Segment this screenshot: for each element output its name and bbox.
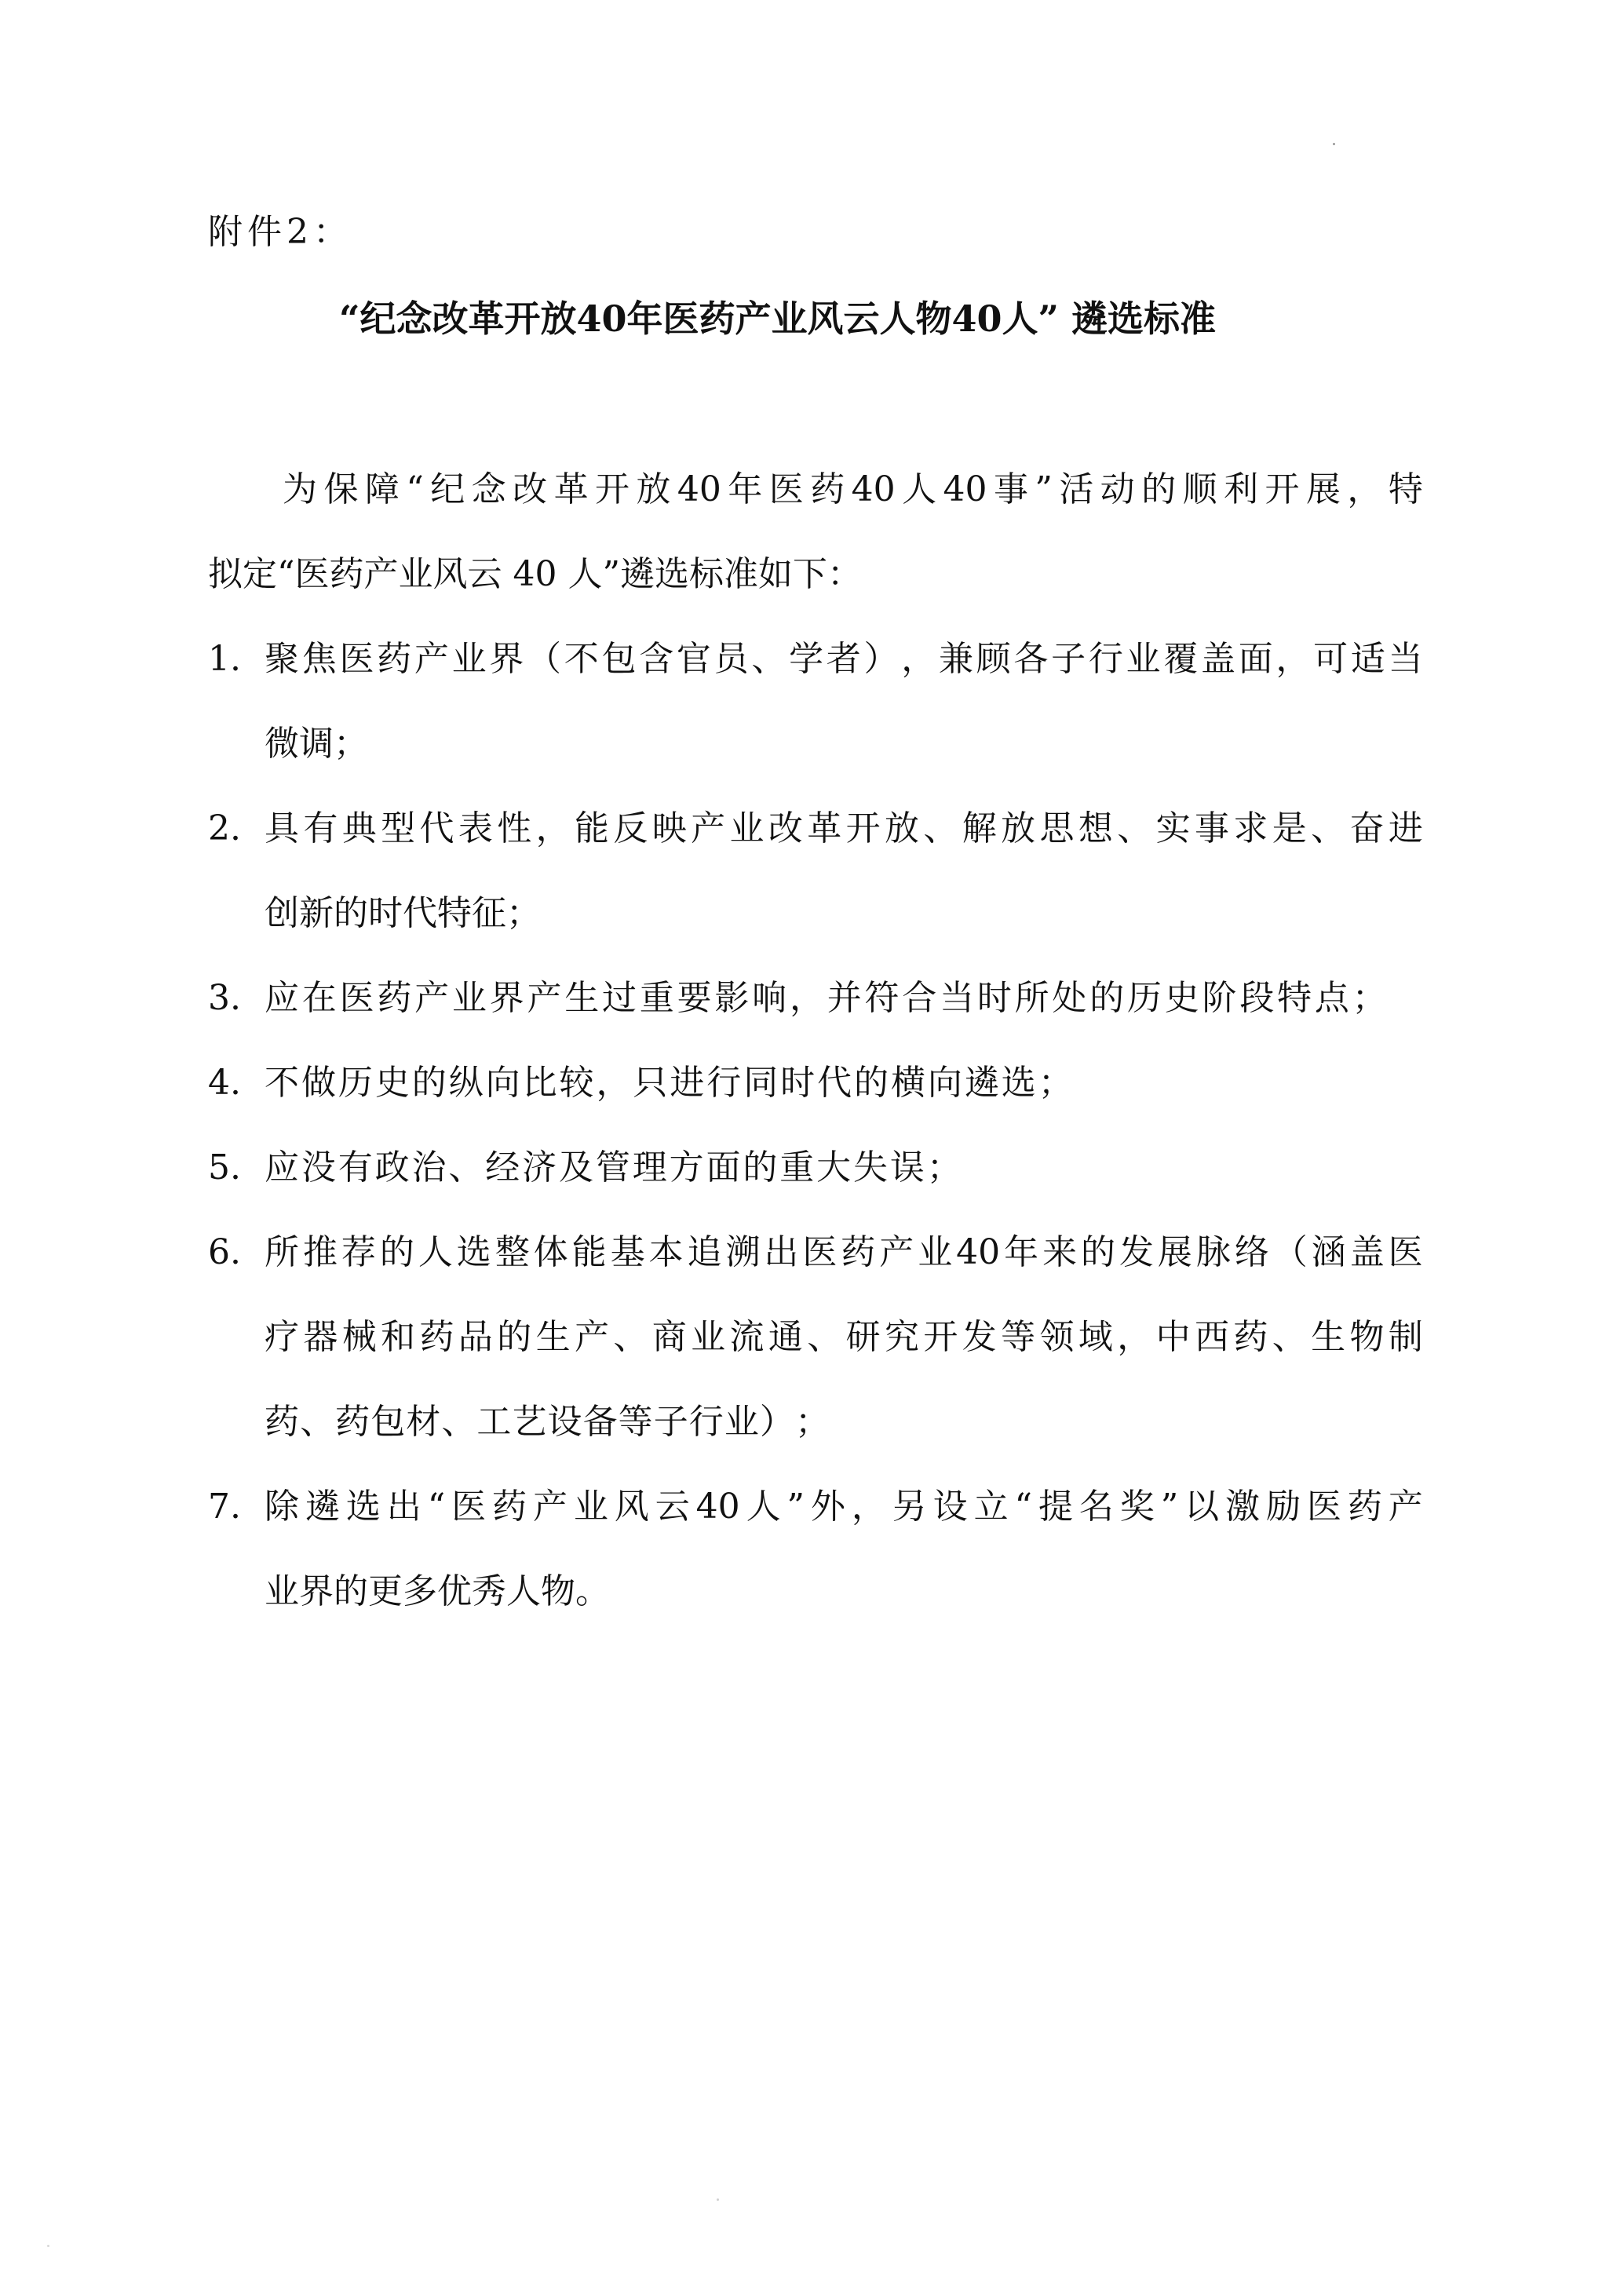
glyph: 脉 [1195,1232,1231,1272]
glyph: 方 [669,1148,704,1188]
glyph: 型 [381,808,416,848]
glyph: 为 [283,469,317,509]
glyph: 药 [810,469,845,509]
glyph: 符 [864,978,900,1018]
glyph: 制 [1388,1317,1423,1357]
glyph: 材 [406,1402,441,1442]
glyph: 业 [451,639,487,679]
glyph: 历 [338,1063,373,1103]
glyph: 兼 [938,639,973,679]
glyph: 包 [601,639,637,679]
glyph: 学 [789,639,824,679]
glyph: 等 [618,1402,653,1442]
criterion-6-line-1 [265,1234,1423,1272]
glyph: 盖 [1200,639,1235,679]
glyph: 放 [1001,808,1036,848]
glyph: 医 [339,978,374,1018]
glyph: 特 [1388,469,1423,509]
glyph: 医 [339,639,374,679]
attachment-label: 附件2： [208,212,352,252]
glyph: 药 [335,1402,370,1442]
glyph: 出 [386,1487,422,1527]
glyph: 应 [265,978,299,1018]
criterion-4-number: 4. [208,1063,241,1103]
glyph: 医 [802,1232,838,1272]
glyph: 行 [1088,639,1123,679]
glyph: 在 [301,978,337,1018]
glyph: 人 [902,469,937,509]
glyph: 求 [1233,808,1268,848]
criterion-4-line-1 [265,1064,1073,1102]
criterion-2-line-1 [265,810,1423,848]
glyph: 商 [651,1317,687,1357]
glyph: 较 [559,1063,594,1103]
scan-speck [717,2198,719,2201]
glyph: 史 [1164,978,1199,1018]
glyph: 、 [1117,808,1152,848]
glyph: 推 [302,1232,338,1272]
glyph: 和 [381,1317,416,1357]
glyph: 、 [300,1402,335,1442]
glyph: 40 [956,1232,1001,1272]
glyph: 西 [1195,1317,1229,1357]
glyph: 、 [1311,808,1346,848]
glyph: 选 [456,1232,491,1272]
glyph: 政 [374,1148,410,1188]
criterion-7-line-1 [265,1488,1423,1526]
glyph: 溯 [725,1232,761,1272]
glyph: 向 [927,1063,962,1103]
glyph: 年 [728,469,763,509]
glyph: ； [1038,1063,1073,1103]
glyph: 历 [1126,978,1162,1018]
glyph: 聚 [265,639,299,679]
criterion-7-line-2: 业界的更多优秀人物。 [265,1571,610,1611]
glyph: 器 [303,1317,338,1357]
glyph: 革 [553,469,589,509]
glyph: 本 [648,1232,684,1272]
glyph: 的 [379,1232,414,1272]
glyph: 事 [1195,808,1229,848]
glyph: 工 [476,1402,512,1442]
glyph: 不 [265,1063,299,1103]
glyph: 放 [636,469,671,509]
glyph: 、 [448,1148,484,1188]
glyph: 点 [1314,978,1349,1018]
glyph: 含 [639,639,674,679]
glyph: 的 [743,1148,778,1188]
glyph: 向 [485,1063,520,1103]
glyph: 行 [706,1063,742,1103]
glyph: 艺 [512,1402,547,1442]
glyph: 人 [746,1487,781,1527]
scan-speck [47,2245,49,2247]
glyph: 特 [1277,978,1312,1018]
glyph: 展 [1305,469,1341,509]
glyph: 顾 [976,639,1011,679]
criterion-2-line-2: 创新的时代特征； [265,893,541,933]
glyph: （ [527,639,562,679]
glyph: 没 [301,1148,336,1188]
glyph: 面 [1238,639,1273,679]
glyph: 药 [419,1317,454,1357]
glyph: 的 [854,1063,889,1103]
glyph: 开 [595,469,630,509]
glyph: 能 [571,1232,607,1272]
glyph: 比 [522,1063,557,1103]
glyph: 名 [1078,1487,1114,1527]
glyph: 可 [1313,639,1348,679]
glyph: ， [851,1487,886,1527]
glyph: 子 [653,1402,688,1442]
intro-line-2: 拟定“医药产业风云 40 人”遴选标准如下： [208,554,862,594]
glyph: 、 [1272,1317,1307,1357]
glyph: 领 [1039,1317,1075,1357]
glyph: 生 [535,1317,571,1357]
glyph: 的 [1081,1232,1116,1272]
glyph: 子 [1051,639,1086,679]
glyph: 40 [695,1487,740,1527]
glyph: 只 [633,1063,668,1103]
glyph: 并 [827,978,862,1018]
glyph: 合 [902,978,937,1018]
glyph: 究 [885,1317,919,1357]
glyph: 展 [1157,1232,1192,1272]
glyph: 选 [345,1487,381,1527]
glyph: 管 [595,1148,630,1188]
glyph: 业 [1126,639,1161,679]
glyph: 各 [1013,639,1049,679]
criterion-5-number: 5. [208,1148,241,1188]
glyph: 的 [1089,978,1125,1018]
glyph: 等 [1001,1317,1036,1357]
glyph: 40 [943,469,987,509]
glyph: 药 [841,1232,876,1272]
glyph: 革 [807,808,842,848]
glyph: 表 [458,808,493,848]
glyph: 业 [918,1232,953,1272]
glyph: 、 [923,808,958,848]
glyph: 典 [341,808,377,848]
glyph: 盖 [1349,1232,1385,1272]
glyph: 影 [714,978,750,1018]
glyph: 以 [1184,1487,1220,1527]
criterion-6-line-2 [265,1319,1423,1356]
glyph: 所 [1014,978,1049,1018]
glyph: 做 [301,1063,336,1103]
glyph: 代 [817,1063,852,1103]
glyph: 产 [691,808,726,848]
glyph: 开 [923,1317,958,1357]
glyph: 出 [764,1232,799,1272]
glyph: ； [1352,978,1387,1018]
glyph: 界 [489,978,524,1018]
glyph: 经 [485,1148,520,1188]
glyph: 面 [706,1148,741,1188]
glyph: 大 [816,1148,852,1188]
glyph: 员 [713,639,749,679]
glyph: 医 [451,1487,487,1527]
glyph: 处 [1052,978,1087,1018]
glyph: 立 [973,1487,1009,1527]
glyph: 设 [547,1402,582,1442]
glyph: ， [535,808,571,848]
glyph: 、 [441,1402,476,1442]
glyph: 产 [527,978,562,1018]
criterion-6-line-3 [265,1403,830,1441]
glyph: 、 [807,1317,842,1357]
glyph: ， [1347,469,1382,509]
glyph: 设 [932,1487,968,1527]
glyph: 纵 [448,1063,484,1103]
scan-speck [1333,143,1335,145]
glyph: 念 [471,469,506,509]
glyph: 外 [810,1487,845,1527]
glyph: 发 [1119,1232,1154,1272]
criterion-3-number: 3. [208,978,241,1018]
glyph: 的 [411,1063,447,1103]
glyph: 药 [1347,1487,1382,1527]
glyph: 激 [1225,1487,1261,1527]
glyph: 产 [575,1317,609,1357]
glyph: 及 [559,1148,593,1188]
glyph: 药 [265,1402,299,1442]
glyph: 生 [1311,1317,1346,1357]
glyph: 涵 [1311,1232,1346,1272]
glyph: 药 [377,639,412,679]
glyph: 不 [564,639,599,679]
glyph: 时 [976,978,1012,1018]
glyph: 械 [341,1317,377,1357]
glyph: “ [1014,1487,1033,1527]
glyph: 另 [892,1487,927,1527]
glyph: 域 [1078,1317,1113,1357]
glyph: 产 [532,1487,567,1527]
glyph: 励 [1265,1487,1301,1527]
glyph: ） [759,1402,794,1442]
glyph: “ [427,1487,446,1527]
criterion-7-number: 7. [208,1487,241,1527]
glyph: 事 [993,469,1028,509]
glyph: 能 [575,808,609,848]
glyph: 改 [513,469,548,509]
glyph: 遴 [964,1063,999,1103]
glyph: 奋 [1349,808,1385,848]
glyph: 包 [370,1402,406,1442]
glyph: 、 [613,1317,648,1357]
glyph: 追 [687,1232,722,1272]
glyph: 思 [1039,808,1075,848]
glyph: 段 [1239,978,1275,1018]
glyph: 整 [494,1232,530,1272]
glyph: 代 [419,808,454,848]
glyph: 的 [1141,469,1177,509]
glyph: 研 [845,1317,881,1357]
glyph: 遴 [305,1487,340,1527]
glyph: 药 [492,1487,527,1527]
glyph: 发 [962,1317,997,1357]
glyph: 时 [780,1063,816,1103]
glyph: ； [926,1148,962,1188]
glyph: 选 [1001,1063,1036,1103]
glyph: 业 [691,1317,726,1357]
glyph: 医 [1306,1487,1341,1527]
glyph: 障 [364,469,400,509]
glyph: 阶 [1202,978,1237,1018]
glyph: 医 [768,469,804,509]
glyph: 荐 [341,1232,376,1272]
glyph: 利 [1224,469,1259,509]
glyph: 改 [768,808,803,848]
glyph: 重 [779,1148,815,1188]
glyph: 横 [890,1063,925,1103]
glyph: 疗 [265,1317,299,1357]
glyph: 生 [564,978,600,1018]
glyph: 官 [676,639,711,679]
criterion-1-line-2: 微调； [265,724,368,764]
glyph: ， [1117,1317,1152,1357]
glyph: 界 [489,639,524,679]
criterion-1-number: 1. [208,639,241,679]
intro-line-1 [283,471,1423,509]
glyph: 业 [729,808,765,848]
glyph: 当 [1388,639,1423,679]
glyph: 动 [1100,469,1135,509]
glyph: 业 [573,1487,608,1527]
glyph: 有 [338,1148,373,1188]
glyph: 开 [845,808,881,848]
glyph: 40 [677,469,721,509]
glyph: 焦 [301,639,337,679]
glyph: 年 [1004,1232,1039,1272]
glyph: 解 [962,808,997,848]
criterion-6-number: 6. [208,1232,241,1272]
glyph: 产 [414,978,450,1018]
glyph: （ [1272,1232,1308,1272]
glyph: 40 [851,469,896,509]
glyph: 的 [497,1317,532,1357]
glyph: 体 [533,1232,568,1272]
glyph: 云 [655,1487,690,1527]
glyph: 纪 [430,469,465,509]
glyph: 提 [1038,1487,1073,1527]
glyph: 除 [265,1487,299,1527]
glyph: 流 [729,1317,765,1357]
glyph: 理 [632,1148,667,1188]
glyph: 进 [670,1063,705,1103]
glyph: 有 [303,808,338,848]
glyph: 保 [323,469,359,509]
document-title: “纪念改革开放40年医药产业风云人物40人” 遴选标准 [339,297,1216,340]
glyph: “ [406,469,424,509]
glyph: 适 [1350,639,1385,679]
glyph: 、 [751,639,786,679]
glyph: 风 [614,1487,649,1527]
glyph: 所 [265,1232,299,1272]
glyph: 重 [639,978,674,1018]
glyph: ” [786,1487,805,1527]
glyph: ” [1160,1487,1179,1527]
glyph: 失 [853,1148,888,1188]
glyph: 医 [1388,1232,1423,1272]
glyph: 产 [414,639,449,679]
glyph: 性 [497,808,532,848]
glyph: 络 [1234,1232,1269,1272]
glyph: 产 [879,1232,914,1272]
glyph: 同 [743,1063,779,1103]
glyph: 中 [1155,1317,1191,1357]
glyph: 是 [1272,808,1307,848]
glyph: 要 [677,978,712,1018]
glyph: 误 [889,1148,925,1188]
glyph: 活 [1059,469,1094,509]
glyph: 品 [458,1317,493,1357]
glyph: 者 [826,639,861,679]
criterion-1-line-1 [265,640,1423,678]
glyph: 来 [1042,1232,1078,1272]
glyph: ， [596,1063,631,1103]
glyph: 实 [1155,808,1191,848]
glyph: ； [794,1402,830,1442]
glyph: 备 [582,1402,618,1442]
glyph: 药 [1233,1317,1268,1357]
glyph: 行 [688,1402,724,1442]
glyph: 基 [610,1232,645,1272]
glyph: 应 [265,1148,299,1188]
glyph: 业 [451,978,487,1018]
glyph: ， [901,639,936,679]
glyph: 进 [1388,808,1423,848]
glyph: ） [863,639,899,679]
glyph: 当 [940,978,975,1018]
glyph: 人 [418,1232,453,1272]
glyph: 产 [1388,1487,1423,1527]
glyph: 治 [411,1148,447,1188]
glyph: 物 [1349,1317,1385,1357]
criterion-3-line-1 [265,980,1387,1017]
glyph: 史 [374,1063,410,1103]
glyph: ” [1035,469,1053,509]
glyph: 反 [613,808,648,848]
glyph: 具 [265,808,299,848]
glyph: 药 [377,978,412,1018]
criterion-5-line-1 [265,1149,962,1187]
glyph: 响 [752,978,787,1018]
glyph: 过 [602,978,637,1018]
glyph: 映 [651,808,687,848]
glyph: 业 [724,1402,759,1442]
glyph: 济 [522,1148,557,1188]
glyph: 开 [1265,469,1300,509]
glyph: ， [1275,639,1311,679]
glyph: 通 [768,1317,803,1357]
criterion-2-number: 2. [208,808,241,848]
glyph: 顺 [1182,469,1217,509]
glyph: 想 [1078,808,1113,848]
glyph: 放 [885,808,919,848]
glyph: 奖 [1119,1487,1155,1527]
glyph: ， [789,978,824,1018]
glyph: 覆 [1163,639,1199,679]
